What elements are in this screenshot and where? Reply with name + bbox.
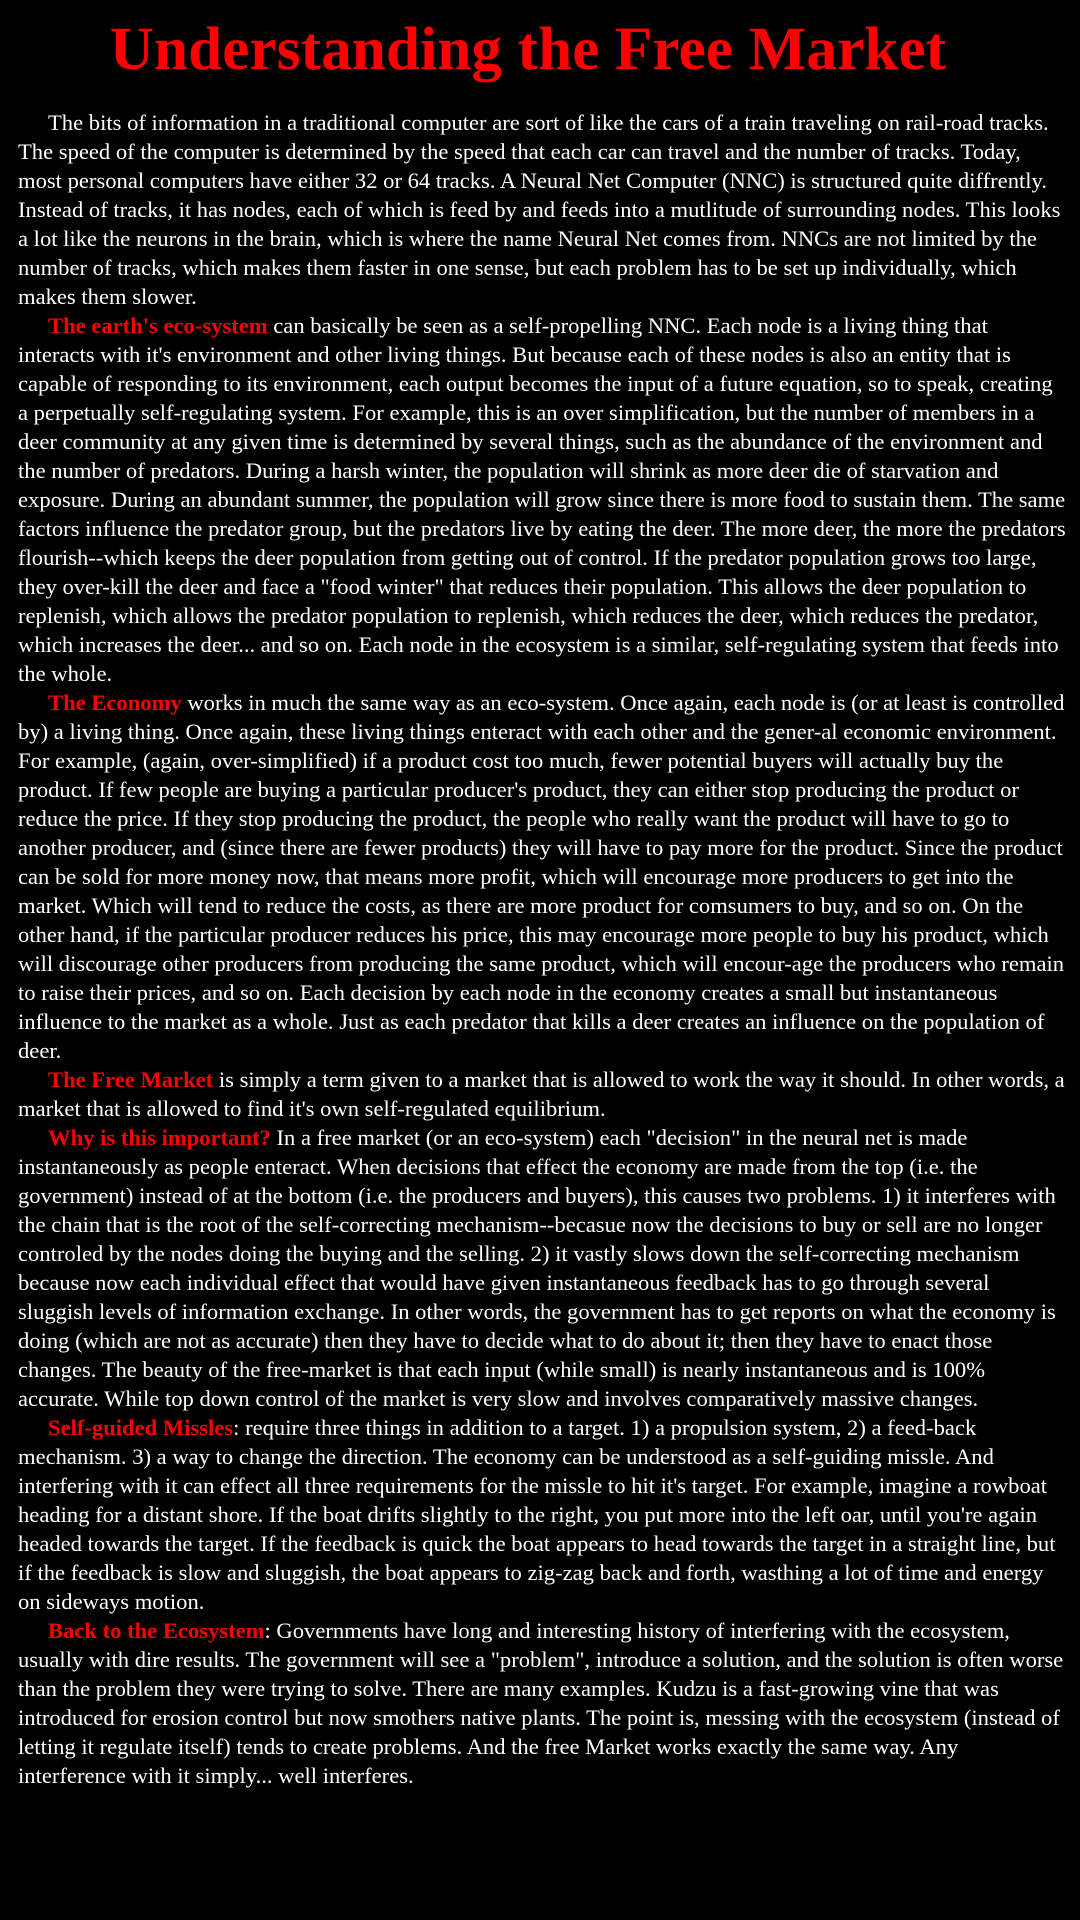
paragraph-text: In a free market (or an eco-system) each "decision" in the neural net is made instantaneously as people enteract. When decisions that effect the economy are made from the top (i.e. the government) instead of at the bottom (i.e. the producers and buyers), this causes two problems. 1) it interferes with the chain that is the root of the self-correcting mechanism--becasue now the decisions to buy or sell are no longer controled by the nodes doing the buying and the selling. 2) it vastly slows down the self-correcting mechanism because now each individual effect that would have given instantaneous feedback has to go through several sluggish levels of information exchange. In other words, the government has to get reports on what the economy is doing (which are not as accurate) then they have to decide what to do about it; then they have to enact those changes. The beauty of the free-market is that each input (while small) is nearly instantaneous and is 100% accurate. While top down control of the market is very slow and involves comparatively massive changes. bbox=[18, 1125, 1056, 1411]
page-title: Understanding the Free Market bbox=[109, 16, 947, 83]
paragraph-intro bbox=[18, 108, 1066, 311]
article-body bbox=[18, 108, 1066, 1790]
paragraph-why-important bbox=[18, 1123, 1066, 1413]
paragraph-text: The bits of information in a traditional computer are sort of like the cars of a train traveling on rail-road tracks. The speed of the computer is determined by the speed that each car can travel and the number of tracks. Today, most personal computers have either 32 or 64 tracks. A Neural Net Computer (NNC) is structured quite diffrently. Instead of tracks, it has nodes, each of which is feed by and feeds into a mutlitude of surrounding nodes. This looks a lot like the neurons in the brain, which is where the name Neural Net comes from. NNCs are not limited by the number of tracks, which makes them faster in one sense, but each problem has to be set up individually, which makes them slower. bbox=[18, 110, 1061, 309]
paragraph-heading: The earth's eco-system bbox=[48, 313, 268, 338]
paragraph-text: : require three things in addition to a target. 1) a propulsion system, 2) a feed-back mechanism. 3) a way to change the direction. The economy can be understood as a self-guiding missle. And interfering with it can effect all three requirements for the missle to hit it's target. For example, imagine a rowboat heading for a distant shore. If the boat drifts slightly to the right, you put more into the left oar, until you're again headed towards the target. If the feedback is quick the boat appears to head towards the target in a straight line, but if the feedback is slow and sluggish, the boat appears to zig-zag back and forth, wasthing a lot of time and energy on sideways motion. bbox=[18, 1415, 1056, 1614]
paragraph-heading: Self-guided Missles bbox=[48, 1415, 234, 1440]
paragraph-heading: Back to the Ecosystem bbox=[48, 1618, 265, 1643]
paragraph-heading: The Free Market bbox=[48, 1067, 214, 1092]
paragraph-ecosystem bbox=[18, 311, 1066, 688]
paragraph-free-market bbox=[18, 1065, 1066, 1123]
paragraph-text: works in much the same way as an eco-system. Once again, each node is (or at least is controlled by) a living thing. Once again, these living things enteract with each other and the gener-al economic environment. For example, (again, over-simplified) if a product cost too much, fewer potential buyers will actually buy the product. If few people are buying a particular producer's product, they can either stop producing the product or reduce the price. If they stop producing the product, the people who really want the product will have to go to another producer, and (since there are fewer products) they will have to pay more for the product. Since the product can be sold for more money now, that means more profit, which will encourage more producers to get into the market. Which will tend to reduce the costs, as there are more product for comsumers to buy, and so on. On the other hand, if the particular producer reduces his price, this may encourage more people to buy his product, which will discourage other producers from producing the same product, which will encour-age the producers who remain to raise their prices, and so on. Each decision by each node in the economy creates a small but instantaneous influence to the market as a whole. Just as each predator that kills a deer creates an influence on the population of deer. bbox=[18, 690, 1065, 1063]
paragraph-text: : Governments have long and interesting history of interfering with the ecosystem, usually with dire results. The government will see a "problem", introduce a solution, and the solution is often worse than the problem they were trying to solve. There are many examples. Kudzu is a fast-growing vine that was introduced for erosion control but now smothers native plants. The point is, messing with the ecosystem (instead of letting it regulate itself) tends to create problems. And the free Market works exactly the same way. Any interference with it simply... well interferes. bbox=[18, 1618, 1064, 1788]
paragraph-text: can basically be seen as a self-propelling NNC. Each node is a living thing that interacts with it's environment and other living things. But because each of these nodes is also an entity that is capable of responding to its environment, each output becomes the input of a future equation, so to speak, creating a perpetually self-regulating system. For example, this is an over simplification, but the number of members in a deer community at any given time is determined by several things, such as the abundance of the environment and the number of predators. During a harsh winter, the population will shrink as more deer die of starvation and exposure. During an abundant summer, the population will grow since there is more food to sustain them. The same factors influence the predator group, but the predators live by eating the deer. The more deer, the more the predators flourish--which keeps the deer population from getting out of control. If the predator population grows too large, they over-kill the deer and face a "food winter" that reduces their population. This allows the deer population to replenish, which allows the predator population to replenish, which reduces the deer, which reduces the predator, which increases the deer... and so on. Each node in the ecosystem is a similar, self-regulating system that feeds into the whole. bbox=[18, 313, 1066, 686]
paragraph-self-guided-missles bbox=[18, 1413, 1066, 1616]
paragraph-heading: Why is this important? bbox=[48, 1125, 271, 1150]
paragraph-economy bbox=[18, 688, 1066, 1065]
paragraph-back-to-ecosystem bbox=[18, 1616, 1066, 1790]
paragraph-text: is simply a term given to a market that is allowed to work the way it should. In other words, a market that is allowed to find it's own self-regulated equilibrium. bbox=[18, 1067, 1065, 1121]
paragraph-heading: The Economy bbox=[48, 690, 182, 715]
